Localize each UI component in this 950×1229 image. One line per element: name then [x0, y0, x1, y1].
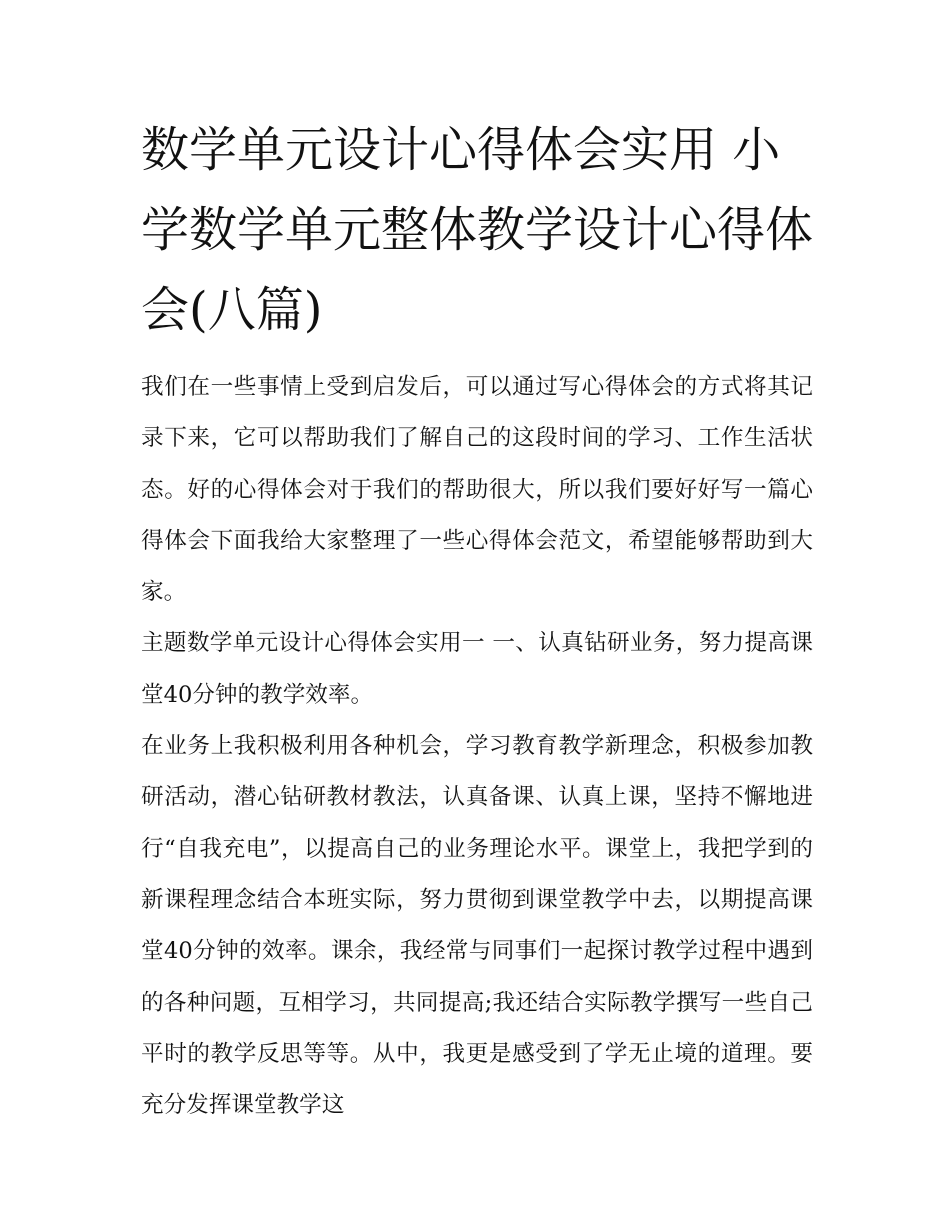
document-page — [141, 110, 813, 1131]
paragraph-body: 在业务上我积极利用各种机会，学习教育教学新理念，积极参加教研活动，潜心钻研教材教法，认真备课、认真上课，坚持不懈地进行“自我充电”，以提高自己的业务理论水平。课堂上，我把学到的新课程理念结合本班实际，努力贯彻到课堂教学中去，以期提高课堂40分钟的效率。课余，我经常与同事们一起探讨教学过程中遇到的各种问题，互相学习，共同提高;我还结合实际教学撰写一些自己平时的教学反思等等。从中，我更是感受到了学无止境的道理。要充分发挥课堂教学这 — [141, 733, 813, 1119]
paragraph-section-heading: 主题数学单元设计心得体会实用一 一、认真钻研业务，努力提高课堂40分钟的教学效率。 — [141, 630, 813, 708]
document-title: 数学单元设计心得体会实用 小学数学单元整体教学设计心得体会(八篇) — [141, 122, 814, 338]
paragraph-intro: 我们在一些事情上受到启发后，可以通过写心得体会的方式将其记录下来，它可以帮助我们了解自己的这段时间的学习、工作生活状态。好的心得体会对于我们的帮助很大，所以我们要好好写一篇心得体会下面我给大家整理了一些心得体会范文，希望能够帮助到大家。 — [141, 374, 813, 606]
